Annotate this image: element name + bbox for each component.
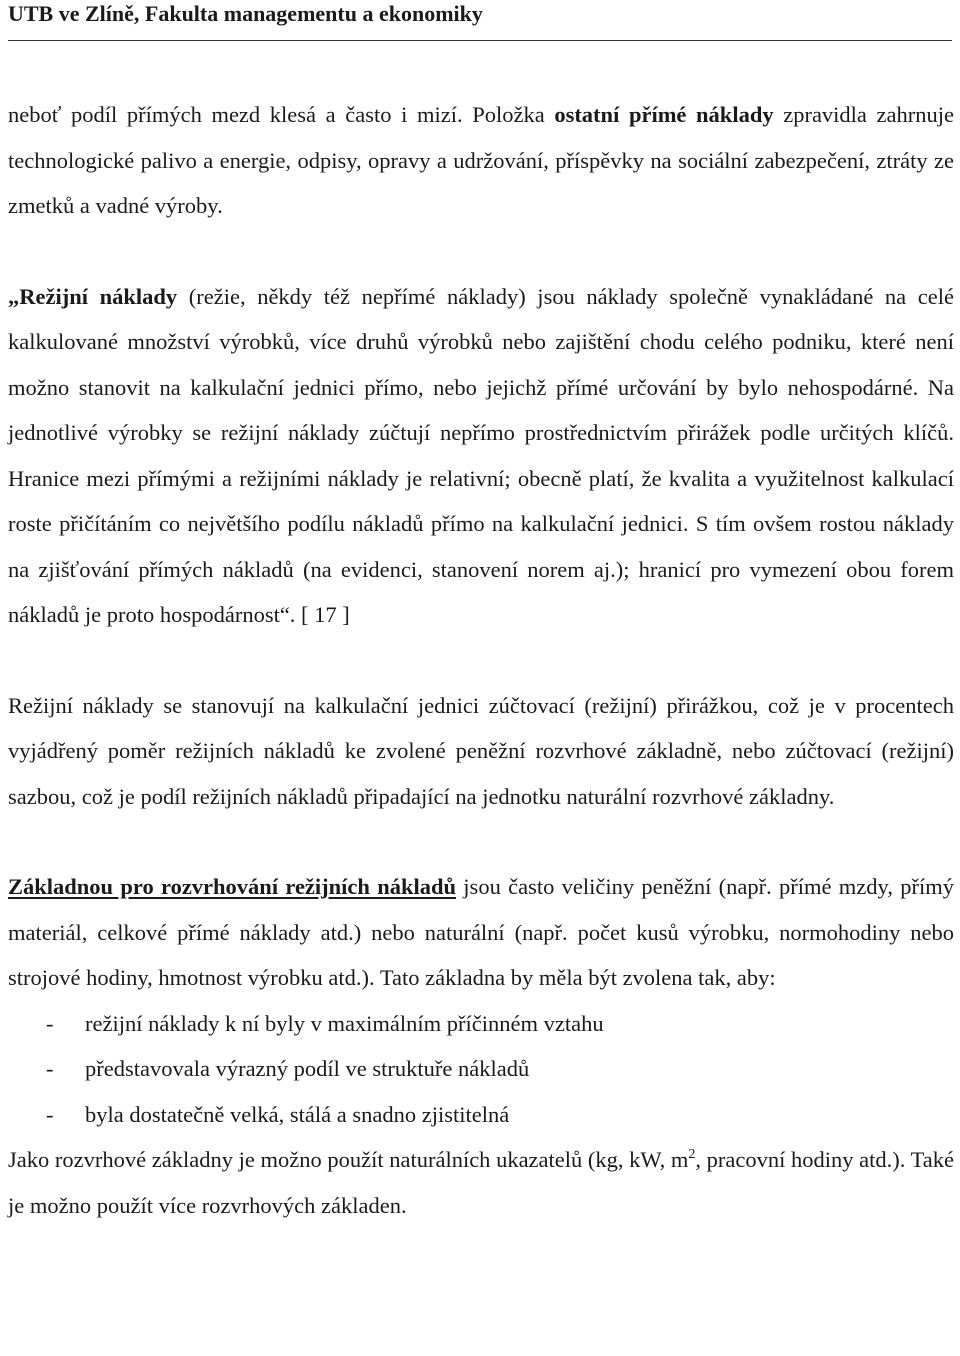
paragraph-natural-indicators: Jako rozvrhové základny je možno použít naturálních ukazatelů (kg, kW, $m^2$, pracovní hodiny atd.). Také je možno použít více rozvrhových základen. [8, 1147, 954, 1218]
superscript: 2 [688, 1147, 696, 1162]
paragraph-allocation-base: Základnou pro rozvrhování režijních nákladů jsou často veličiny peněžní (např. přímé mzdy, přímý materiál, celkové přímé náklady atd.) nebo naturální (např. počet kusů výrobku, normohodiny nebo strojové hodiny, hmotnost výrobku atd.). Tato základna by měla být zvolena tak, aby: [8, 874, 954, 990]
requirements-list [8, 1001, 954, 1138]
header-title: UTB ve Zlíně, Fakulta managementu a ekonomiky [8, 1, 483, 26]
list-item-text: byla dostatečně velká, stálá a snadno zjistitelná [85, 1101, 510, 1127]
list-bullet: - [46, 1010, 54, 1036]
paragraph-direct-costs: neboť podíl přímých mezd klesá a často i mizí. Položka ostatní přímé náklady zpravidla zahrnuje technologické palivo a energie, odpisy, opravy a udržování, příspěvky na sociální zabezpečení, ztráty ze zmetků a vadné výroby. [8, 102, 954, 218]
paragraph-overhead-allocation: Režijní náklady se stanovují na kalkulační jednici zúčtovací (režijní) přirážkou, což je v procentech vyjádřený poměr režijních nákladů ke zvolené peněžní rozvrhové základně, nebo zúčtovací (režijní) sazbou, což je podíl režijních nákladů připadající na jednotku naturální rozvrhové základny. [8, 692, 954, 809]
list-item [8, 1001, 954, 1047]
term-other-direct-costs: ostatní přímé náklady [554, 102, 774, 127]
list-item-text: režijní náklady k ní byly v maximálním příčinném vztahu [85, 1010, 604, 1036]
page-header [8, 0, 952, 41]
list-bullet: - [46, 1101, 54, 1127]
term-overhead-costs: „Režijní náklady [8, 283, 178, 309]
list-item-text: představovala výrazný podíl ve struktuře nákladů [85, 1056, 530, 1081]
list-bullet: - [46, 1056, 54, 1081]
paragraph-overhead-definition: „Režijní náklady (režie, někdy též nepřímé náklady) jsou náklady společně vynakládané na celé kalkulované množství výrobků, více druhů výrobků nebo zajištění chodu celého podniku, které není možno stanovit na kalkulační jednici přímo, nebo jejichž přímé určování by bylo nehospodárné. Na jednotlivé výrobky se režijní náklady zúčtují nepřímo prostřednictvím přirážek podle určitých klíčů. Hranice mezi přímými a režijními náklady je relativní; obecně platí, že kvalita a využitelnost kalkulací roste přičítáním co největšího podílu nákladů přímo na kalkulační jednici. S tím ovšem rostou náklady na zjišťování přímých nákladů (na evidenci, stanovení norem aj.); hranicí pro vymezení obou forem nákladů je proto hospodárnost“. [ 17 ] [8, 283, 954, 627]
list-item [8, 1092, 954, 1138]
document-body [8, 92, 954, 1228]
term-allocation-base: Základnou pro rozvrhování režijních nákladů [8, 874, 457, 899]
list-item [8, 1046, 954, 1092]
